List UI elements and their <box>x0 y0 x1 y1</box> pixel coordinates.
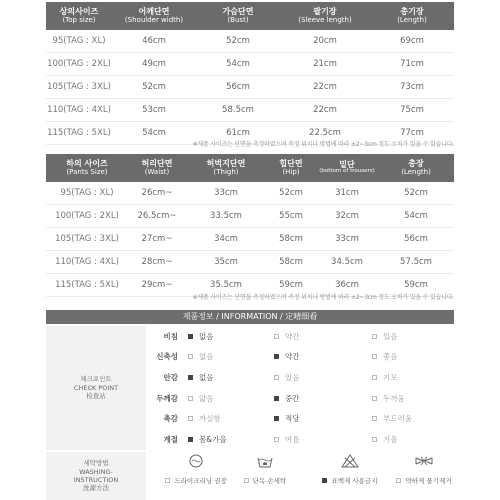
measure-cell: 26cm~ <box>141 188 173 198</box>
measure-cell: 54cm <box>142 128 166 138</box>
header-subtitle: (Waist) <box>144 167 170 176</box>
measure-cell: 22.5cm <box>309 128 341 138</box>
checkpoint-label-ko: 체크포인트 <box>80 375 112 384</box>
checkpoint-option <box>372 351 454 362</box>
checkpoint-option <box>274 351 372 362</box>
checkpoint-option-text: 두꺼움 <box>383 393 405 403</box>
header-subtitle: (Bust) <box>227 15 249 24</box>
size-label-cell: 110(TAG : 4XL) <box>55 257 119 267</box>
measure-cell: 55cm <box>279 211 303 221</box>
header-subtitle: (Pants Size) <box>66 167 108 176</box>
checkpoint-checkbox <box>274 437 279 442</box>
checkpoint-option-text: 적당 <box>285 414 300 424</box>
size-label-cell: 95(TAG : XL) <box>52 36 106 46</box>
checkpoint-option <box>372 393 454 404</box>
washing-item-hand-wash <box>228 454 302 485</box>
measure-cell: 56cm <box>226 82 250 92</box>
header-subtitle: (Sleeve length) <box>298 15 352 24</box>
checkpoint-option-text: 있음 <box>383 331 398 341</box>
measure-cell: 34cm <box>214 234 238 244</box>
table-row <box>46 228 454 251</box>
header-cell <box>128 160 186 176</box>
pants-size-table <box>46 154 454 297</box>
checkpoint-option <box>188 413 274 424</box>
header-title: 밑단 <box>339 159 355 169</box>
size-label-cell: 105(TAG : 3XL) <box>55 234 119 244</box>
checkpoint-checkbox <box>188 396 193 401</box>
checkpoint-option-text: 중간 <box>285 393 300 403</box>
washing-text: 약하게 물기제거 <box>405 477 452 485</box>
measure-cell: 56cm <box>404 234 428 244</box>
checkpoint-checkbox <box>372 396 377 401</box>
checkpoint-checkbox <box>274 396 279 401</box>
measure-cell: 52cm <box>226 36 250 46</box>
washing-checkbox <box>244 478 249 483</box>
measure-cell: 26.5cm~ <box>137 211 177 221</box>
measure-cell: 58.5cm <box>222 105 254 115</box>
washing-text: 표백제 사용금지 <box>331 477 378 485</box>
washing-text: 드라이크리닝 권장 <box>174 477 227 485</box>
checkpoint-option-text: 좋음 <box>383 352 398 362</box>
measure-cell: 36cm <box>335 280 359 290</box>
checkpoint-option-text: 봄&가을 <box>199 434 227 444</box>
checkpoint-option-text: 없음 <box>199 372 214 382</box>
pants-size-header <box>46 154 454 182</box>
header-cell <box>280 8 370 24</box>
checkpoint-option-text: 부드러움 <box>383 414 412 424</box>
washing-checkbox <box>322 478 327 483</box>
measure-cell: 58cm <box>279 257 303 267</box>
measure-cell: 29cm~ <box>141 280 173 290</box>
table-row <box>46 30 454 53</box>
table-row <box>46 53 454 76</box>
table-row <box>46 99 454 122</box>
washing-label-cn: 洗濯方法 <box>83 484 109 493</box>
size-label-cell: 115(TAG : 5XL) <box>55 280 119 290</box>
header-subtitle: (Top size) <box>62 15 96 24</box>
header-title: 총장 <box>408 159 424 169</box>
top-size-note: ※제품 사이즈는 단면을 측정하였으며 측정 위치나 방법에 따라 ±2~3cm 정도 오차가 있을 수 있습니다. <box>192 141 454 148</box>
measure-cell: 34.5cm <box>331 257 363 267</box>
measure-cell: 52cm <box>142 82 166 92</box>
header-cell <box>378 160 454 176</box>
checkpoint-option <box>188 372 274 383</box>
table-row <box>46 205 454 228</box>
measure-cell: 58cm <box>279 234 303 244</box>
header-cell <box>112 8 196 24</box>
checkpoint-row <box>150 347 454 368</box>
info-title: 제품정보 / INFORMATION / 定晴细看 <box>46 310 454 324</box>
washing-item-dry-clean <box>152 454 240 485</box>
measure-cell: 71cm <box>400 59 424 69</box>
checkpoint-option <box>188 393 274 404</box>
checkpoint-label <box>46 326 146 450</box>
header-cell <box>316 161 378 175</box>
checkpoint-option-text: 약간 <box>285 331 300 341</box>
header-subtitle: (Length) <box>397 15 427 24</box>
checkpoint-row-label: 계절 <box>163 434 178 444</box>
measure-cell: 77cm <box>400 128 424 138</box>
table-row <box>46 182 454 205</box>
washing-text: 단독 손세탁 <box>252 477 287 485</box>
checkpoint-option <box>274 372 372 383</box>
checkpoint-row <box>150 388 454 409</box>
checkpoint-row-label: 신축성 <box>156 352 178 362</box>
top-size-header <box>46 2 454 30</box>
checkpoint-option <box>274 434 372 445</box>
no-bleach-icon <box>341 454 359 468</box>
header-subtitle: (Shoulder width) <box>124 15 184 24</box>
washing-checkbox <box>165 478 170 483</box>
header-title: 힙단면 <box>279 159 303 169</box>
checkpoint-checkbox <box>188 437 193 442</box>
checkpoint-row <box>150 326 454 347</box>
pants-size-note: ※제품 사이즈는 단면을 측정하였으며 측정 위치나 방법에 따라 ±2~3cm 정도 오차가 있을 수 있습니다. <box>192 294 454 301</box>
header-subtitle: (Length) <box>401 167 431 176</box>
checkpoint-checkbox <box>372 334 377 339</box>
checkpoint-option <box>188 351 274 362</box>
checkpoint-checkbox <box>188 334 193 339</box>
measure-cell: 52cm <box>279 188 303 198</box>
measure-cell: 32cm <box>335 211 359 221</box>
size-label-cell: 95(TAG : XL) <box>60 188 114 198</box>
measure-cell: 31cm <box>335 188 359 198</box>
checkpoint-option-text: 까실함 <box>199 414 221 424</box>
checkpoint-checkbox <box>274 416 279 421</box>
header-subtitle: (Thigh) <box>213 167 239 176</box>
measure-cell: 49cm <box>142 59 166 69</box>
checkpoint-row-label: 촉감 <box>163 414 178 424</box>
checkpoint-option <box>188 331 274 342</box>
checkpoint-label-en: CHECK POINT <box>73 383 119 392</box>
size-label-cell: 100(TAG : 2XL) <box>55 211 119 221</box>
checkpoint-row <box>150 429 454 450</box>
table-row <box>46 76 454 99</box>
measure-cell: 52cm <box>404 188 428 198</box>
header-title: 팔기장 <box>313 7 337 17</box>
checkpoint-option <box>372 372 454 383</box>
dry-clean-icon <box>187 454 205 468</box>
measure-cell: 54cm <box>226 59 250 69</box>
measure-cell: 35cm <box>214 257 238 267</box>
measure-cell: 35.5cm <box>210 280 242 290</box>
header-cell <box>266 160 316 176</box>
checkpoint-option-text: 없음 <box>199 331 214 341</box>
checkpoint-checkbox <box>372 354 377 359</box>
measure-cell: 20cm <box>313 36 337 46</box>
checkpoint-label-cn: 检查站 <box>86 392 106 401</box>
header-cell <box>196 8 280 24</box>
measure-cell: 33cm <box>214 188 238 198</box>
measure-cell: 69cm <box>400 36 424 46</box>
measure-cell: 21cm <box>313 59 337 69</box>
header-title: 하의 사이즈 <box>66 159 108 169</box>
measure-cell: 54cm <box>404 211 428 221</box>
checkpoint-option <box>274 393 372 404</box>
checkpoint-option <box>372 331 454 342</box>
header-title: 상의사이즈 <box>59 7 99 17</box>
measure-cell: 33.5cm <box>210 211 242 221</box>
measure-cell: 75cm <box>400 105 424 115</box>
measure-cell: 59cm <box>279 280 303 290</box>
top-size-table <box>46 2 454 145</box>
checkpoint-checkbox <box>274 375 279 380</box>
checkpoint-checkbox <box>274 334 279 339</box>
checkpoint-option <box>274 413 372 424</box>
measure-cell: 53cm <box>142 105 166 115</box>
header-title: 총기장 <box>400 7 424 17</box>
header-cell <box>46 160 128 176</box>
header-subtitle: (bottom of trousers) <box>319 168 375 175</box>
header-subtitle: (Hip) <box>282 167 300 176</box>
size-label-cell: 110(TAG : 4XL) <box>47 105 111 115</box>
checkpoint-option-text: 여름 <box>285 434 300 444</box>
checkpoint-option <box>188 434 274 445</box>
checkpoint-option-text: 기모 <box>383 372 398 382</box>
washing-label <box>46 452 146 500</box>
checkpoint-option <box>372 413 454 424</box>
washing-checkbox <box>396 478 401 483</box>
checkpoint-option-text: 겨울 <box>383 434 398 444</box>
checkpoint-checkbox <box>188 354 193 359</box>
measure-cell: 28cm~ <box>141 257 173 267</box>
measure-cell: 59cm <box>404 280 428 290</box>
header-cell <box>370 8 454 24</box>
measure-cell: 33cm <box>335 234 359 244</box>
hand-wash-icon <box>256 454 274 468</box>
header-cell <box>186 160 266 176</box>
table-row <box>46 251 454 274</box>
measure-cell: 22cm <box>313 82 337 92</box>
measure-cell: 22cm <box>313 105 337 115</box>
checkpoint-option <box>274 331 372 342</box>
checkpoint-row <box>150 408 454 429</box>
checkpoint-row-label: 두께감 <box>156 393 178 403</box>
checkpoint-checkbox <box>274 354 279 359</box>
checkpoint-option-text: 얇음 <box>199 393 214 403</box>
measure-cell: 73cm <box>400 82 424 92</box>
checkpoint-checkbox <box>188 375 193 380</box>
checkpoint-option-text: 있음 <box>285 372 300 382</box>
checkpoint-checkbox <box>372 437 377 442</box>
checkpoint-row-label: 안감 <box>163 372 178 382</box>
checkpoint-checkbox <box>188 416 193 421</box>
measure-cell: 57.5cm <box>400 257 432 267</box>
checkpoint-option <box>372 434 454 445</box>
checkpoint-option-text: 없음 <box>199 352 214 362</box>
header-title: 허벅지단면 <box>206 159 246 169</box>
checkpoint-checkbox <box>372 375 377 380</box>
header-title: 허리단면 <box>141 159 173 169</box>
checkpoint-rows <box>150 326 454 450</box>
header-title: 어깨단면 <box>138 7 170 17</box>
size-label-cell: 115(TAG : 5XL) <box>47 128 111 138</box>
header-cell <box>46 8 112 24</box>
wring-gently-icon <box>415 454 433 468</box>
checkpoint-checkbox <box>372 416 377 421</box>
measure-cell: 46cm <box>142 36 166 46</box>
measure-cell: 61cm <box>226 128 250 138</box>
washing-label-en1: WASHING- <box>79 467 113 476</box>
size-label-cell: 100(TAG : 2XL) <box>47 59 111 69</box>
measure-cell: 27cm~ <box>141 234 173 244</box>
washing-item-wring <box>378 454 470 485</box>
washing-label-en2: INSTRUCTION <box>73 476 119 484</box>
checkpoint-row-label: 비침 <box>163 331 178 341</box>
checkpoint-option-text: 약간 <box>285 352 300 362</box>
size-label-cell: 105(TAG : 3XL) <box>47 82 111 92</box>
checkpoint-row <box>150 367 454 388</box>
washing-label-ko: 세탁방법 <box>83 459 109 468</box>
header-title: 가슴단면 <box>222 7 254 17</box>
